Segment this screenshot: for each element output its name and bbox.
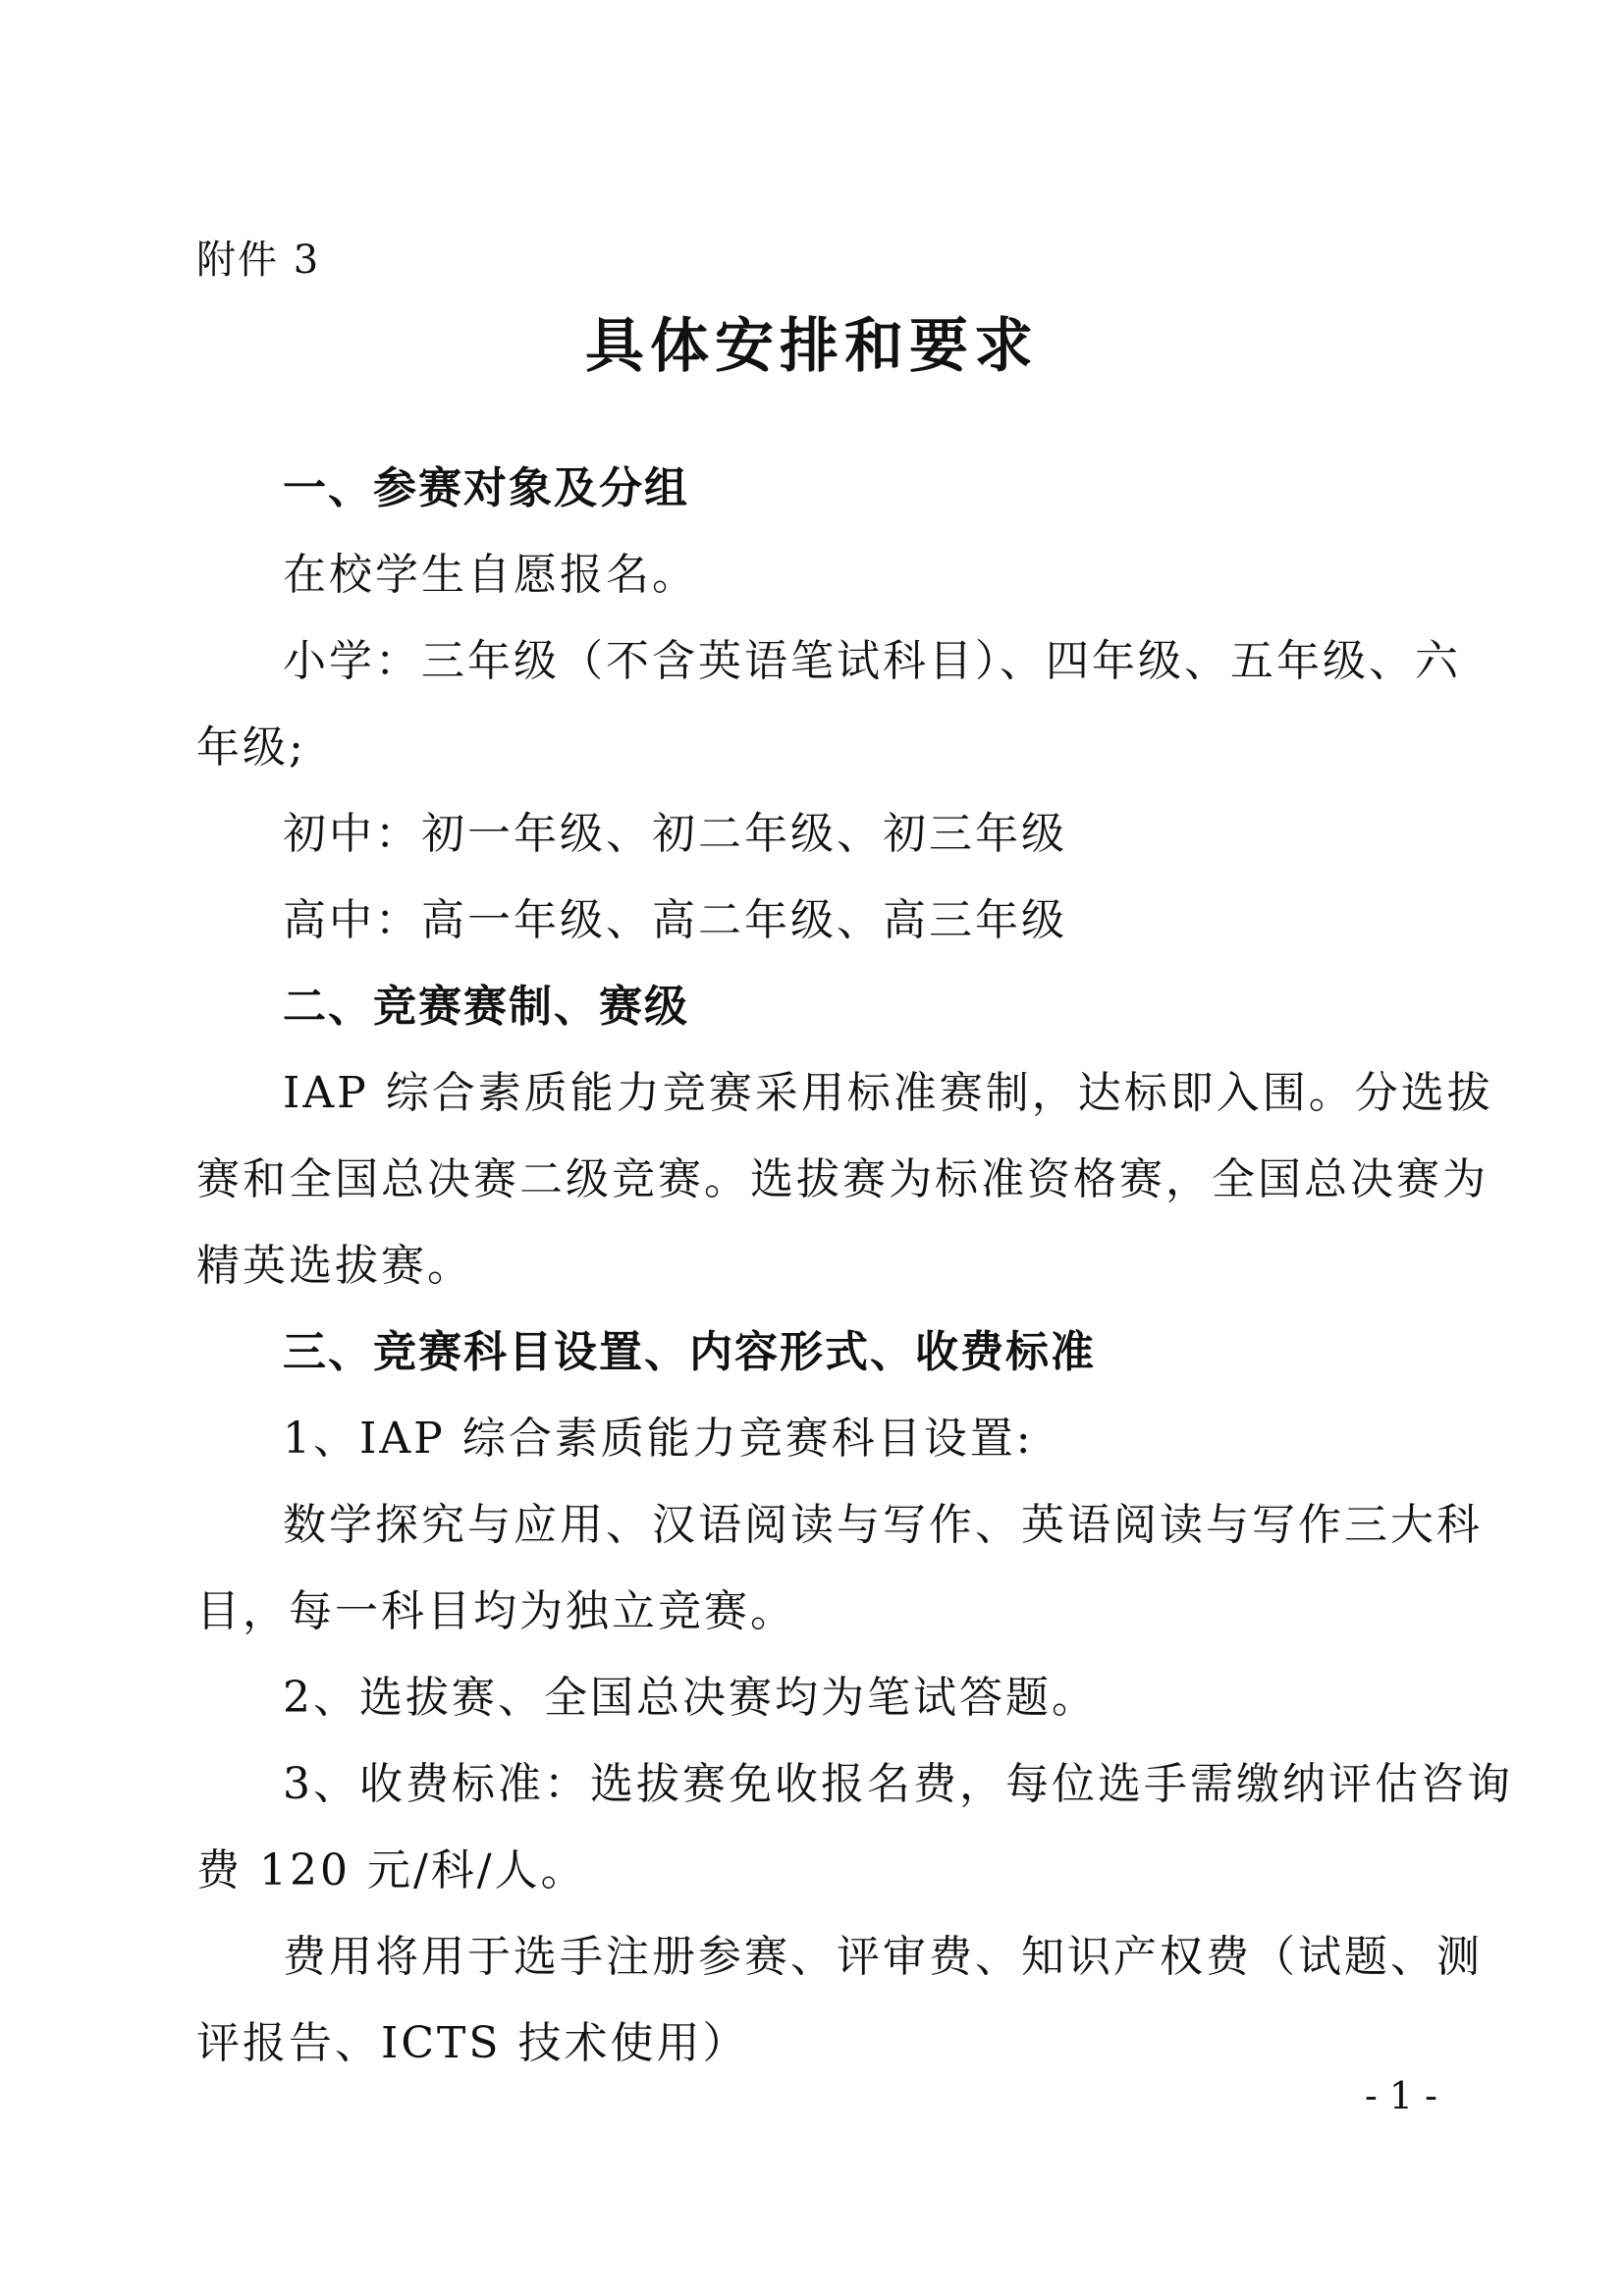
paragraph-line: 初中：初一年级、初二年级、初三年级: [283, 809, 1067, 859]
paragraph-line: 评报告、ICTS 技术使用）: [196, 2018, 749, 2068]
paragraph-line: 年级;: [196, 722, 306, 773]
section-heading-format: 二、竞赛赛制、赛级: [283, 982, 689, 1032]
attachment-label: 附件 3: [196, 238, 321, 283]
paragraph-line: 2、选拔赛、全国总决赛均为笔试答题。: [283, 1673, 1098, 1723]
paragraph-line: IAP 综合素质能力竞赛采用标准赛制，达标即入围。分选拔: [283, 1068, 1493, 1118]
section-heading-participants: 一、参赛对象及分组: [283, 463, 689, 513]
page-title: 具体安排和要求: [585, 312, 1039, 381]
paragraph-line: 1、IAP 综合素质能力竞赛科目设置:: [283, 1414, 1034, 1464]
paragraph-line: 精英选拔赛。: [196, 1241, 473, 1291]
paragraph-line: 数学探究与应用、汉语阅读与写作、英语阅读与写作三大科: [283, 1500, 1483, 1550]
paragraph-line: 小学：三年级（不含英语笔试科目）、四年级、五年级、六: [283, 636, 1461, 686]
paragraph-line: 在校学生自愿报名。: [283, 550, 698, 600]
section-heading-subjects: 三、竞赛科目设置、内容形式、收费标准: [283, 1327, 1096, 1377]
paragraph-line: 赛和全国总决赛二级竞赛。选拔赛为标准资格赛，全国总决赛为: [196, 1154, 1489, 1204]
paragraph-line: 高中：高一年级、高二年级、高三年级: [283, 895, 1067, 945]
paragraph-line: 费用将用于选手注册参赛、评审费、知识产权费（试题、测: [283, 1932, 1483, 1982]
paragraph-line: 费 120 元/科/人。: [196, 1845, 587, 1896]
page-number: - 1 -: [1364, 2074, 1437, 2117]
paragraph-line: 3、收费标准：选拔赛免收报名费，每位选手需缴纳评估咨询: [283, 1759, 1513, 1809]
paragraph-line: 目，每一科目均为独立竞赛。: [196, 1586, 796, 1636]
